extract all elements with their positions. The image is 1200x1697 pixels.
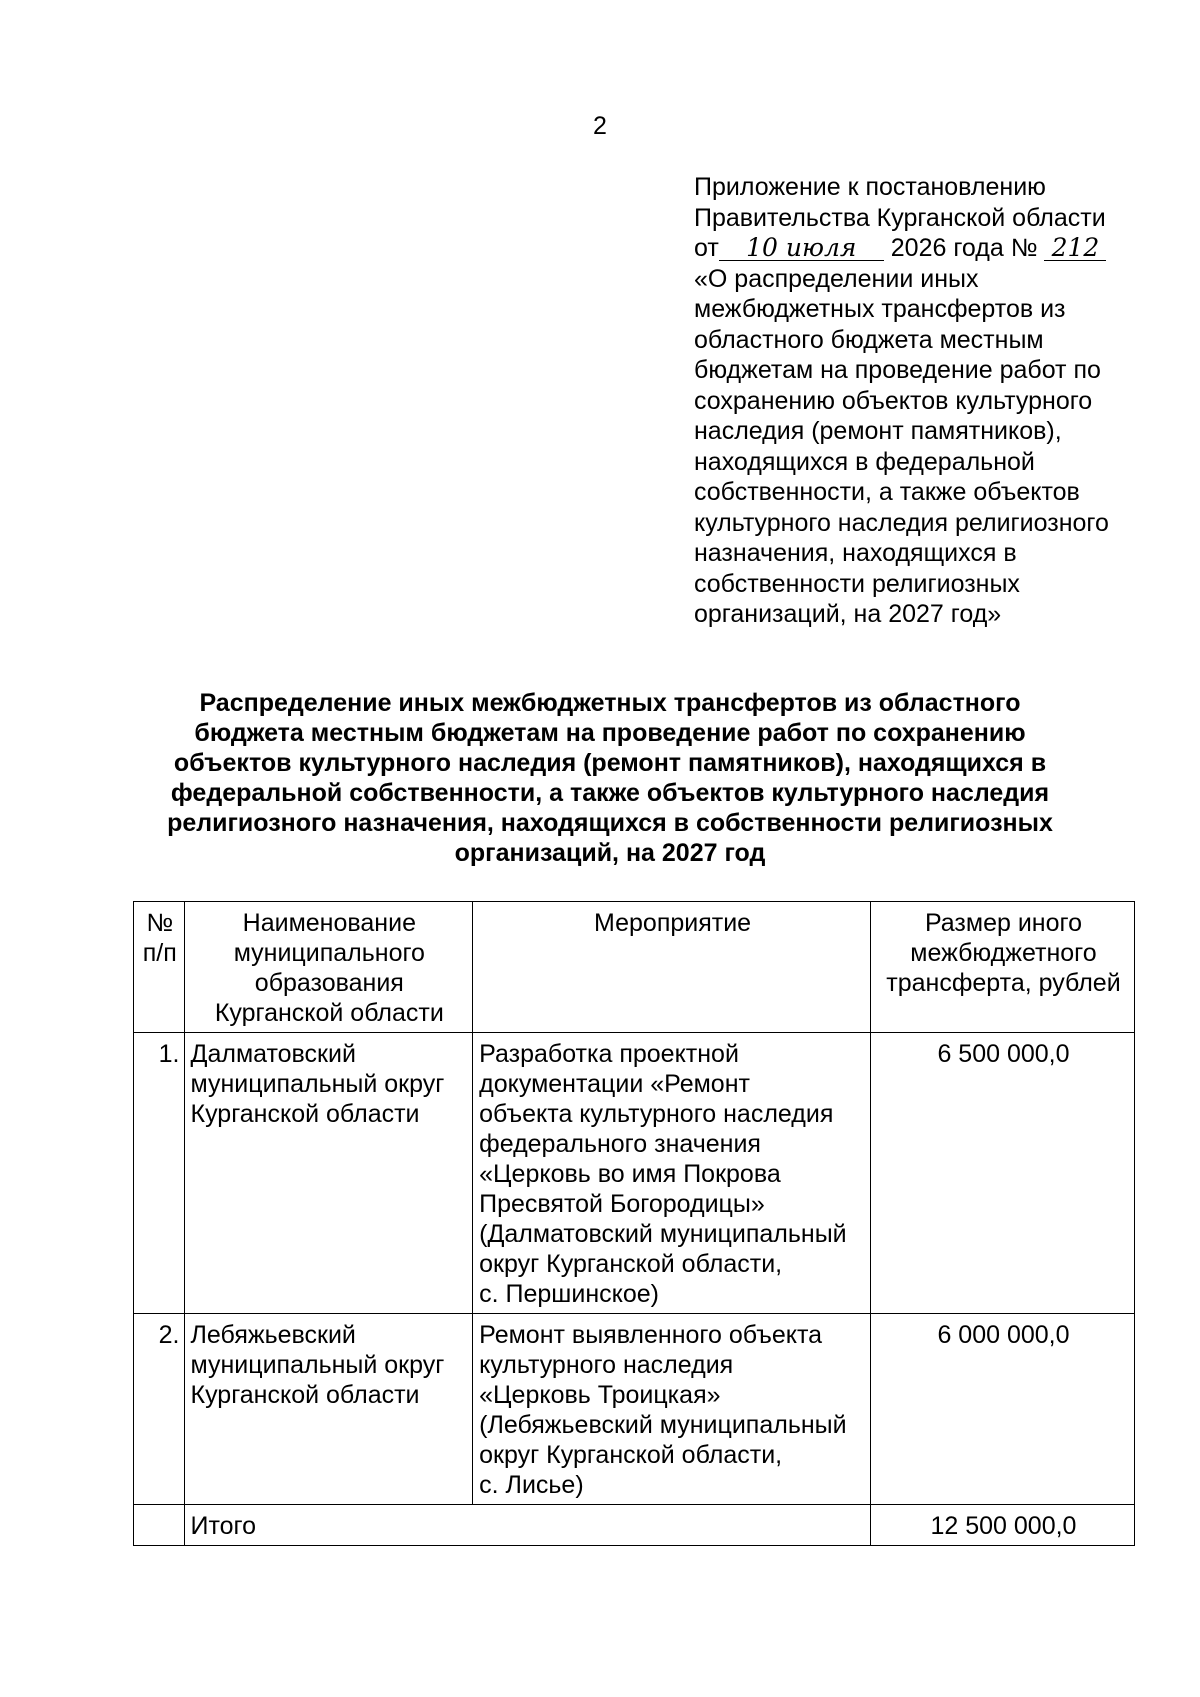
appendix-subject-line: назначения, находящихся в bbox=[694, 539, 1017, 567]
row-num: 2. bbox=[134, 1314, 185, 1505]
header-municipality: Наименование муниципального образования Курганской области bbox=[184, 902, 473, 1033]
appendix-subject-line: наследия (ремонт памятников), bbox=[694, 417, 1062, 445]
distribution-table bbox=[133, 901, 1135, 1546]
table-row bbox=[134, 1314, 1135, 1505]
appendix-subject-line: областного бюджета местным bbox=[694, 325, 1044, 354]
row-municipality: Далматовский муниципальный округ Курганской области bbox=[184, 1033, 473, 1314]
appendix-block bbox=[694, 172, 1164, 630]
total-label: Итого bbox=[184, 1505, 870, 1546]
total-amount: 12 500 000,0 bbox=[870, 1505, 1134, 1546]
total-empty-cell bbox=[134, 1505, 185, 1546]
title-line: бюджета местным бюджетам на проведение работ по сохранению bbox=[194, 719, 1026, 747]
page-number: 2 bbox=[593, 112, 607, 140]
appendix-subject-line: культурного наследия религиозного bbox=[694, 508, 1109, 537]
header-num: № п/п bbox=[134, 902, 185, 1033]
appendix-line: Правительства Курганской области bbox=[694, 203, 1106, 232]
row-num: 1. bbox=[134, 1033, 185, 1314]
title-line: организаций, на 2027 год bbox=[454, 839, 766, 867]
row-event: Разработка проектной документации «Ремонт объекта культурного наследия федерального значения «Церковь во имя Покрова Пресвятой Богородицы» (Далматовский муниципальный округ Курганской области, с. Першинское) bbox=[473, 1033, 871, 1314]
header-event: Мероприятие bbox=[473, 902, 871, 1033]
document-title bbox=[140, 688, 1080, 868]
appendix-subject-line: организаций, на 2027 год» bbox=[694, 600, 1002, 628]
date-suffix: 2026 года № bbox=[890, 234, 1038, 262]
title-line: объектов культурного наследия (ремонт памятников), находящихся в bbox=[173, 749, 1047, 777]
appendix-subject-line: межбюджетных трансфертов из bbox=[694, 295, 1066, 323]
appendix-subject-line: «О распределении иных bbox=[694, 264, 979, 293]
row-event: Ремонт выявленного объекта культурного наследия «Церковь Троицкая» (Лебяжьевский муниципальный округ Курганской области, с. Лисье) bbox=[473, 1314, 871, 1505]
row-amount: 6 000 000,0 bbox=[870, 1314, 1134, 1505]
appendix-subject-line: собственности религиозных bbox=[694, 569, 1020, 598]
handwritten-number: 212 bbox=[1044, 236, 1106, 261]
handwritten-date: 10 июля bbox=[719, 236, 884, 261]
table-header-row bbox=[134, 902, 1135, 1033]
title-line: Распределение иных межбюджетных трансфертов из областного bbox=[199, 689, 1021, 717]
appendix-subject-line: собственности, а также объектов bbox=[694, 478, 1080, 506]
date-prefix: от bbox=[694, 234, 719, 262]
table-row bbox=[134, 1033, 1135, 1314]
appendix-subject-line: находящихся в федеральной bbox=[694, 447, 1035, 476]
appendix-subject-line: бюджетам на проведение работ по bbox=[694, 356, 1101, 384]
appendix-subject-line: сохранению объектов культурного bbox=[694, 386, 1093, 415]
title-line: религиозного назначения, находящихся в собственности религиозных bbox=[167, 809, 1053, 837]
header-amount: Размер иного межбюджетного трансферта, рублей bbox=[870, 902, 1134, 1033]
row-municipality: Лебяжьевский муниципальный округ Курганской области bbox=[184, 1314, 473, 1505]
appendix-date-line bbox=[694, 233, 1164, 264]
table-total-row bbox=[134, 1505, 1135, 1546]
appendix-line: Приложение к постановлению bbox=[694, 173, 1046, 201]
title-line: федеральной собственности, а также объектов культурного наследия bbox=[170, 779, 1050, 807]
row-amount: 6 500 000,0 bbox=[870, 1033, 1134, 1314]
